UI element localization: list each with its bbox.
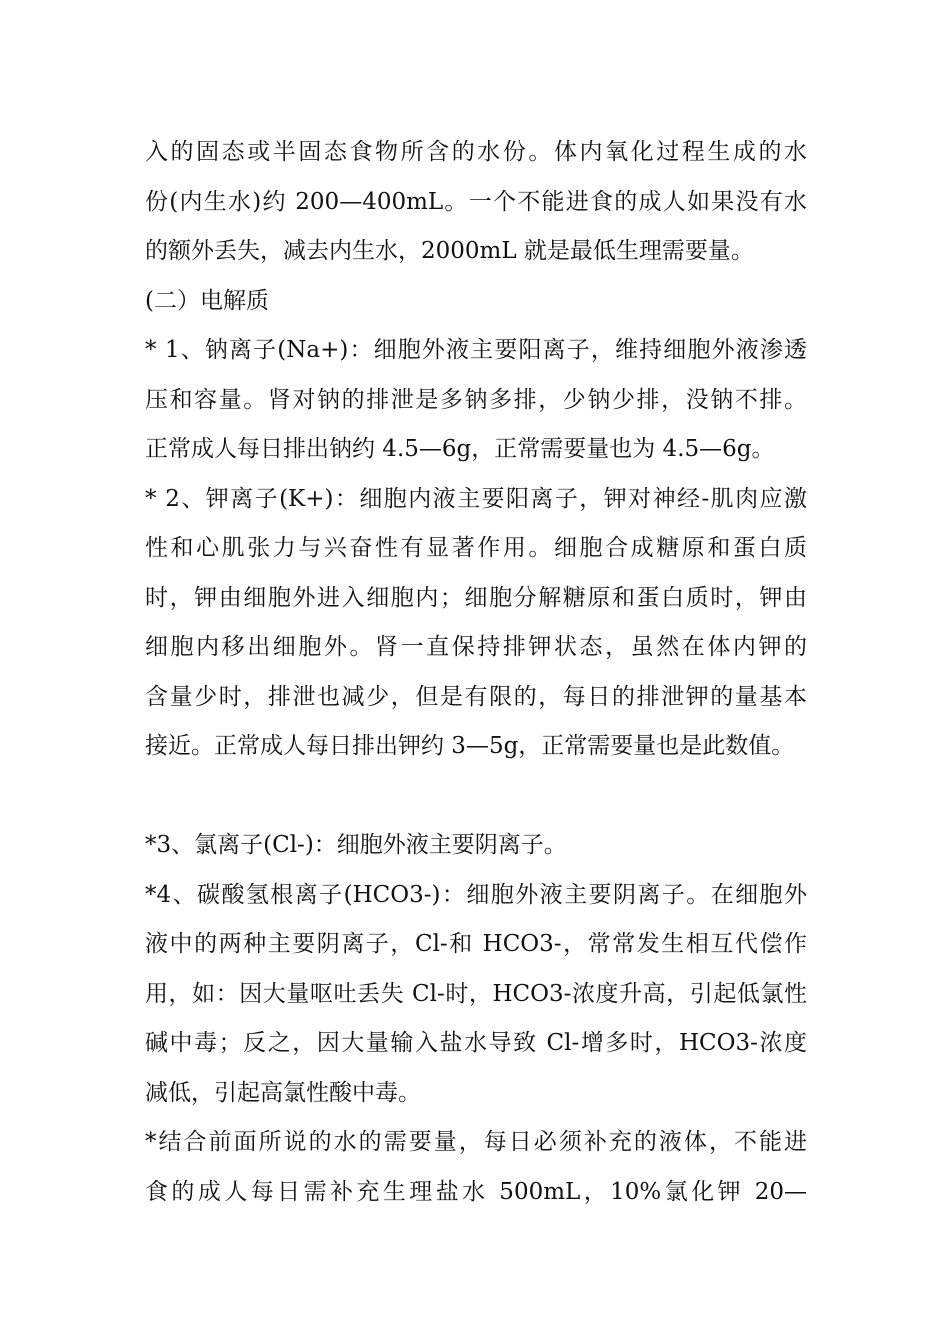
text-line: *结合前面所说的水的需要量，每日必须补充的液体，不能进 <box>145 1129 807 1155</box>
text-line: 压和容量。肾对钠的排泄是多钠多排，少钠少排，没钠不排。 <box>145 386 807 413</box>
text-line: 正常成人每日排出钠约 4.5—6g，正常需要量也为 4.5—6g。 <box>145 436 775 462</box>
document-body <box>145 128 825 1217</box>
text-line: * 1、钠离子(Na+)：细胞外液主要阳离子，维持细胞外液渗透 <box>145 337 807 363</box>
text-line: *3、氯离子(Cl-)：细胞外液主要阴离子。 <box>145 832 567 858</box>
text-line: 细胞内移出细胞外。肾一直保持排钾状态，虽然在体内钾的 <box>145 634 807 660</box>
text-line: 接近。正常成人每日排出钾约 3—5g，正常需要量也是此数值。 <box>145 733 795 759</box>
section-heading: (二）电解质 <box>145 287 269 314</box>
paragraph-gap <box>145 772 825 822</box>
text-line: 液中的两种主要阴离子，Cl-和 HCO3-，常常发生相互代偿作 <box>145 931 807 957</box>
text-line: * 2、钾离子(K+)：细胞内液主要阳离子，钾对神经-肌肉应激 <box>145 485 807 512</box>
text-line: 含量少时，排泄也减少，但是有限的，每日的排泄钾的量基本 <box>145 683 807 710</box>
text-line: 份(内生水)约 200—400mL。一个不能进食的成人如果没有水 <box>145 188 807 215</box>
text-line: 碱中毒；反之，因大量输入盐水导致 Cl-增多时，HCO3-浓度 <box>145 1030 807 1056</box>
text-line: 性和心肌张力与兴奋性有显著作用。细胞合成糖原和蛋白质 <box>145 535 807 561</box>
text-line: 用，如：因大量呕吐丢失 Cl-时，HCO3-浓度升高，引起低氯性 <box>145 980 807 1007</box>
text-line: 时，钾由细胞外进入细胞内；细胞分解糖原和蛋白质时，钾由 <box>145 584 807 611</box>
text-line: 食的成人每日需补充生理盐水 500mL，10%氯化钾 20— <box>145 1178 807 1205</box>
text-line: 入的固态或半固态食物所含的水份。体内氧化过程生成的水 <box>145 139 807 165</box>
text-line: 减低，引起高氯性酸中毒。 <box>145 1079 421 1106</box>
text-line: 的额外丢失，减去内生水，2000mL 就是最低生理需要量。 <box>145 238 754 264</box>
text-line: *4、碳酸氢根离子(HCO3-)：细胞外液主要阴离子。在细胞外 <box>145 881 807 908</box>
